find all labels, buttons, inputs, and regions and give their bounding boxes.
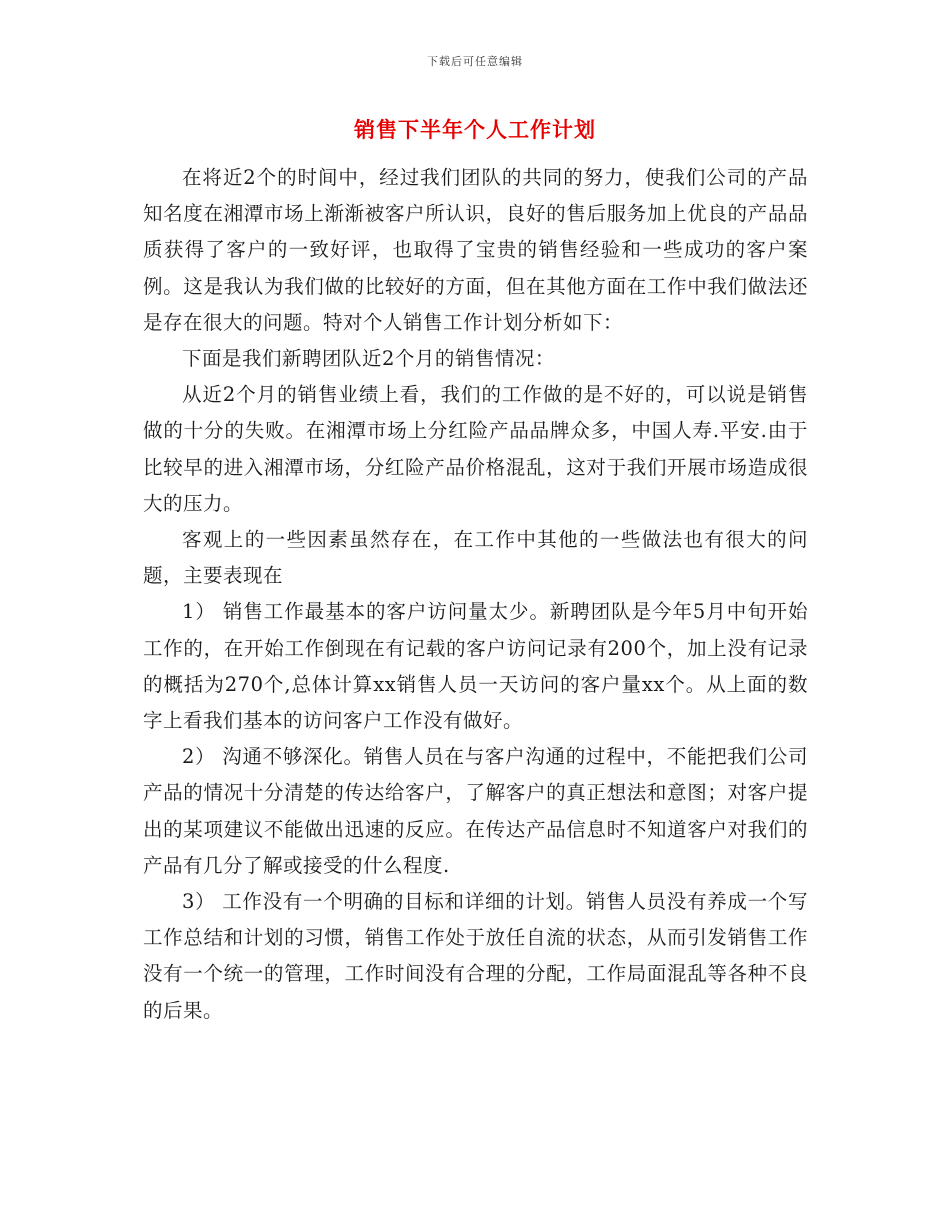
paragraph-problems: 客观上的一些因素虽然存在，在工作中其他的一些做法也有很大的问题，主要表现在: [143, 528, 808, 588]
paragraph-performance: 从近2个月的销售业绩上看，我们的工作做的是不好的，可以说是销售做的十分的失败。在湘潭市场上分红险产品品牌众多，中国人寿.平安.由于比较早的进入湘潭市场，分红险产品价格混乱，这对于我们开展市场造成很大的压力。: [143, 383, 808, 515]
document-title: 销售下半年个人工作计划: [354, 118, 596, 142]
document-body: [143, 160, 808, 1029]
header-note: 下载后可任意编辑: [427, 55, 523, 68]
paragraph-sales-status: 下面是我们新聘团队近2个月的销售情况：: [182, 347, 555, 371]
paragraph-intro: 在将近2个的时间中，经过我们团队的共同的努力，使我们公司的产品知名度在湘潭市场上渐渐被客户所认识，良好的售后服务加上优良的产品品质获得了客户的一致好评，也取得了宝贵的销售经验和一些成功的客户案例。这是我认为我们做的比较好的方面，但在其他方面在工作中我们做法还是存在很大的问题。特对个人销售工作计划分析如下：: [143, 166, 808, 334]
paragraph-point-2: 2） 沟通不够深化。销售人员在与客户沟通的过程中，不能把我们公司产品的情况十分清楚的传达给客户，了解客户的真正想法和意图；对客户提出的某项建议不能做出迅速的反应。在传达产品信息时不知道客户对我们的产品有几分了解或接受的什么程度.: [143, 745, 808, 877]
paragraph-point-1: 1） 销售工作最基本的客户访问量太少。新聘团队是今年5月中旬开始工作的，在开始工作倒现在有记载的客户访问记录有200个，加上没有记录的概括为270个,总体计算xx销售人员一天访问的客户量xx个。从上面的数字上看我们基本的访问客户工作没有做好。: [143, 600, 808, 733]
paragraph-point-3: 3） 工作没有一个明确的目标和详细的计划。销售人员没有养成一个写工作总结和计划的习惯，销售工作处于放任自流的状态，从而引发销售工作没有一个统一的管理，工作时间没有合理的分配，工作局面混乱等各种不良的后果。: [143, 890, 808, 1022]
